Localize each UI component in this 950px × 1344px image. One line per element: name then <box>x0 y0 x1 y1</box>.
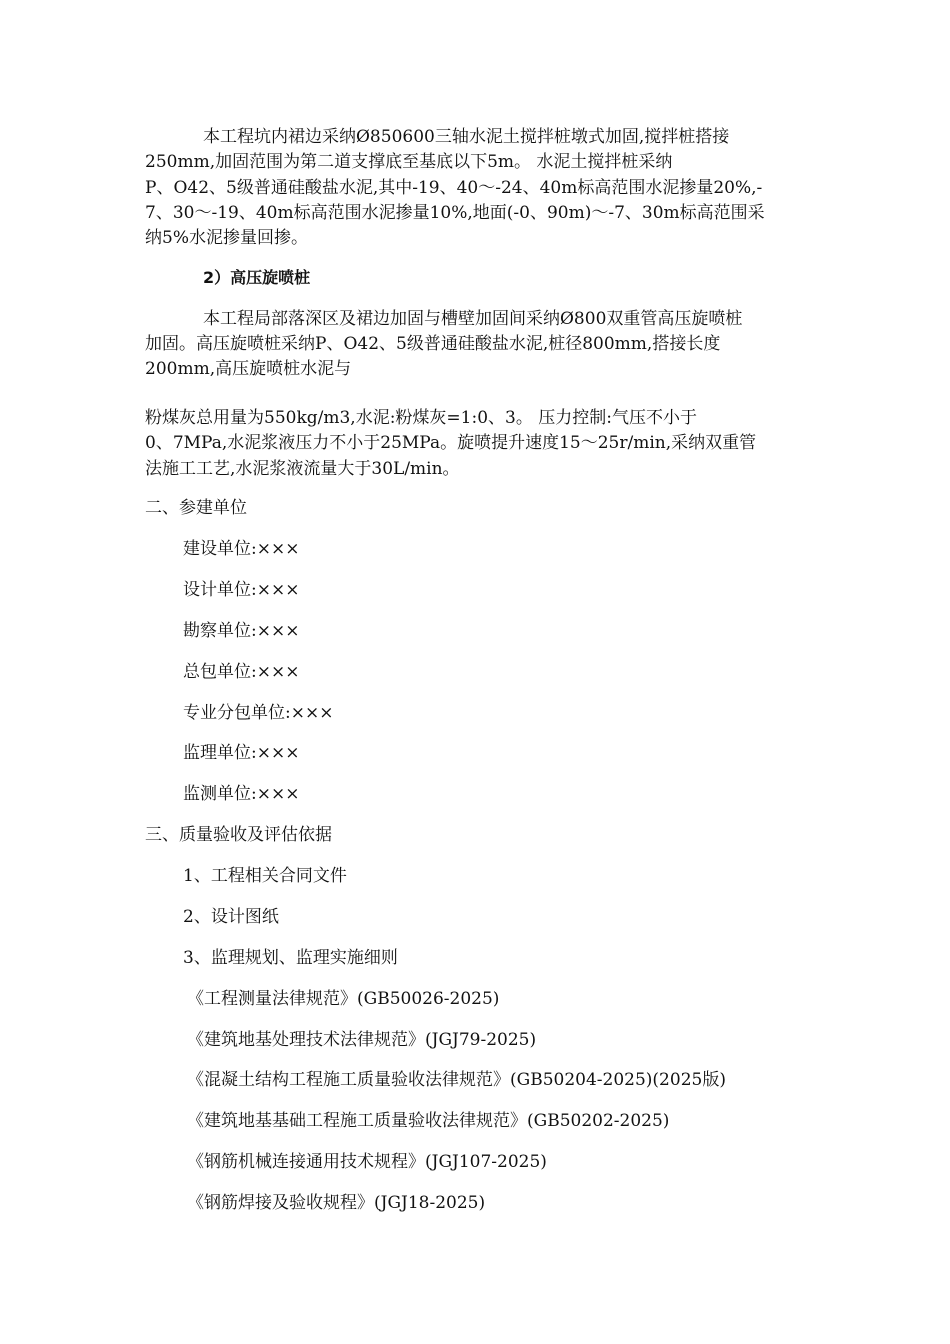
section-title-participants: 二、参建单位 <box>145 498 247 518</box>
subheading-jet-grouting-pile: 2）高压旋喷桩 <box>203 268 311 287</box>
section-title-acceptance-basis: 三、质量验收及评估依据 <box>145 825 332 845</box>
para3-line: 法施工工艺,水泥浆液流量大于30L/min。 <box>145 459 460 479</box>
standard-item: 《钢筋焊接及验收规程》(JGJ18-2025) <box>187 1193 486 1213</box>
unit-item: 设计单位:××× <box>183 580 300 600</box>
basis-item: 3、监理规划、监理实施细则 <box>183 948 398 968</box>
para2-line: 加固。高压旋喷桩采纳P、O42、5级普通硅酸盐水泥,桩径800mm,搭接长度 <box>145 334 721 354</box>
basis-item: 1、工程相关合同文件 <box>183 866 347 886</box>
para1-line: 250mm,加固范围为第二道支撑底至基底以下5m。 水泥土搅拌桩采纳 <box>145 152 673 172</box>
unit-item: 监理单位:××× <box>183 743 300 763</box>
para3-line: 粉煤灰总用量为550kg/m3,水泥:粉煤灰=1:0、3。 压力控制:气压不小于 <box>145 408 697 428</box>
para1-line: 纳5%水泥掺量回掺。 <box>145 228 308 248</box>
standard-item: 《混凝土结构工程施工质量验收法律规范》(GB50204-2025)(2025版) <box>187 1070 726 1090</box>
basis-item: 2、设计图纸 <box>183 907 279 927</box>
standard-item: 《建筑地基基础工程施工质量验收法律规范》(GB50202-2025) <box>187 1111 670 1131</box>
para1-line: P、O42、5级普通硅酸盐水泥,其中-19、40～-24、40m标高范围水泥掺量20%,- <box>145 178 763 198</box>
standard-item: 《钢筋机械连接通用技术规程》(JGJ107-2025) <box>187 1152 547 1172</box>
para3-line: 0、7MPa,水泥浆液压力不小于25MPa。旋喷提升速度15～25r/min,采纳双重管 <box>145 433 757 453</box>
standard-item: 《工程测量法律规范》(GB50026-2025) <box>187 989 500 1009</box>
para1-line: 本工程坑内裙边采纳Ø850600三轴水泥土搅拌桩墩式加固,搅拌桩搭接 <box>203 127 730 147</box>
unit-item: 总包单位:××× <box>183 662 300 682</box>
unit-item: 勘察单位:××× <box>183 621 300 641</box>
para2-line: 本工程局部落深区及裙边加固与槽壁加固间采纳Ø800双重管高压旋喷桩 <box>203 309 743 329</box>
unit-item: 专业分包单位:××× <box>183 703 334 723</box>
para1-line: 7、30～-19、40m标高范围水泥掺量10%,地面(-0、90m)～-7、30m标高范围采 <box>145 203 765 223</box>
unit-item: 建设单位:××× <box>183 539 300 559</box>
para2-line: 200mm,高压旋喷桩水泥与 <box>145 359 352 379</box>
standard-item: 《建筑地基处理技术法律规范》(JGJ79-2025) <box>187 1030 537 1050</box>
unit-item: 监测单位:××× <box>183 784 300 804</box>
